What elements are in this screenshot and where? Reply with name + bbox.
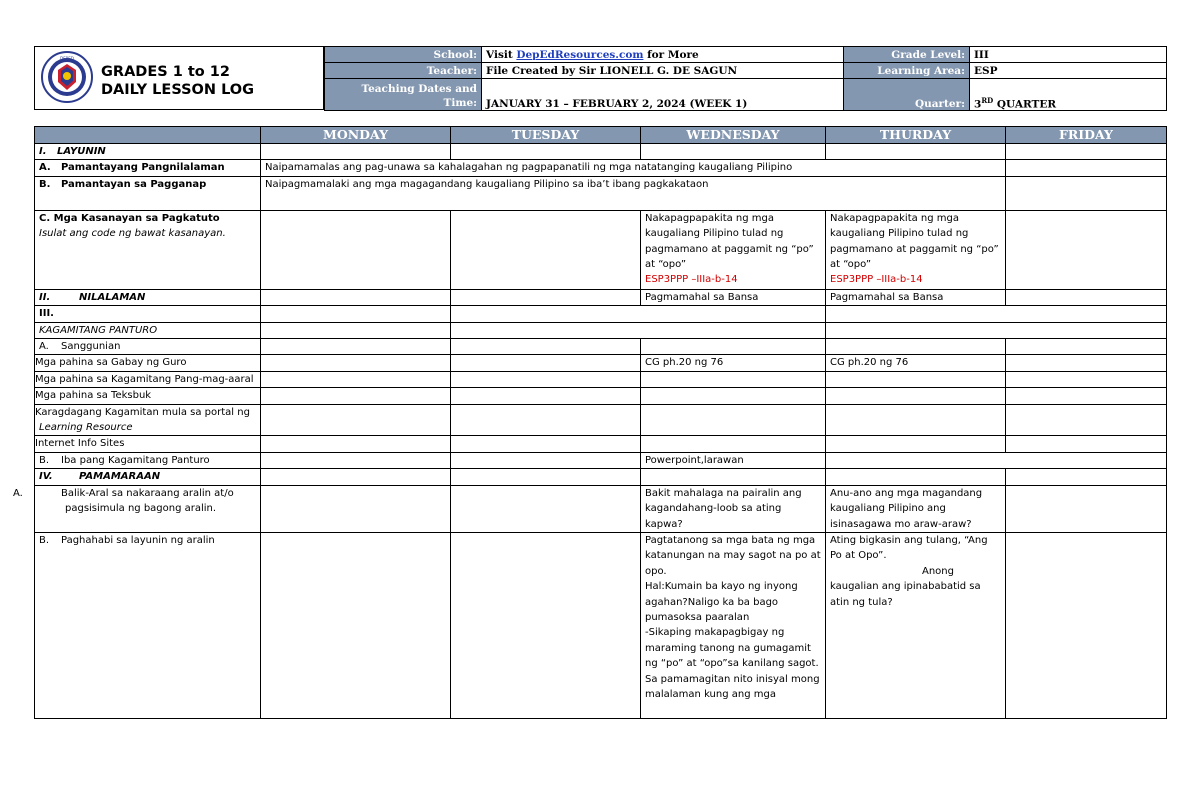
paghahabi-wed: Pagtatanong sa mga bata ng mga katanungan na may sagot na po at opo. Hal:Kumain ba kayo ng inyong agahan?Naligo ka ba bago pumasoksa paaralan -Sikaping makapagbigay ng maraming tanong na gumagamit ng “po” at “opo”sa kanilang sagot. Sa pamamagitan nito inisyal mong malalaman kung ang mga [641, 532, 826, 718]
deped-seal-icon [41, 51, 93, 103]
nilalaman-thu: Pagmamahal sa Bansa [826, 289, 1006, 305]
table-row [35, 436, 1167, 452]
school-label: School: [325, 47, 482, 63]
info-table [324, 46, 1167, 111]
table-row [35, 452, 1167, 468]
day-tuesday: TUESDAY [451, 127, 641, 144]
school-link[interactable]: DepEdResources.com [516, 48, 644, 61]
table-row [35, 306, 1167, 322]
pamantayan-pagganap-value: Naipagmamalaki ang mga magagandang kaugaliang Pilipino sa iba’t ibang pagkakataon [261, 176, 1006, 210]
sanggunian-label: A. Sanggunian [35, 339, 261, 355]
school-value: Visit DepEdResources.com for More [482, 47, 844, 63]
table-row [35, 355, 1167, 371]
day-header-row [35, 127, 1167, 144]
iba-kagamitan-label: B. Iba pang Kagamitang Panturo [35, 452, 261, 468]
pamantayang-nilalaman-label: A. Pamantayang Pangnilalaman [35, 160, 261, 176]
section-iii: III. [35, 306, 261, 322]
day-friday: FRIDAY [1006, 127, 1167, 144]
karagdagang-kagamitan-label: Karagdagang Kagamitan mula sa portal ng Learning Resource [35, 404, 261, 436]
gabay-guro-thu: CG ph.20 ng 76 [826, 355, 1006, 371]
day-monday: MONDAY [261, 127, 451, 144]
table-row [35, 289, 1167, 305]
table-row [35, 144, 1167, 160]
teacher-label: Teacher: [325, 63, 482, 79]
teacher-value: File Created by Sir LIONELL G. DE SAGUN [482, 63, 844, 79]
pamantayang-nilalaman-value: Naipamamalas ang pag-unawa sa kahalagahan ng pagpapanatili ng mga natatanging kaugaliang Pilipino [261, 160, 1006, 176]
grade-label: Grade Level: [844, 47, 970, 63]
gabay-guro-wed: CG ph.20 ng 76 [641, 355, 826, 371]
nilalaman-wed: Pagmamahal sa Bansa [641, 289, 826, 305]
kasanayan-label: C. Mga Kasanayan sa Pagkatuto Isulat ang code ng bawat kasanayan. [35, 210, 261, 289]
table-row [35, 160, 1167, 176]
balik-aral-wed: Bakit mahalaga na pairalin ang kagandahang-loob sa ating kapwa? [641, 485, 826, 532]
balik-aral-label: A. Balik-Aral sa nakaraang aralin at/o pagsisimula ng bagong aralin. [35, 485, 261, 532]
dates-label: Teaching Dates and Time: [325, 79, 482, 111]
paghahabi-thu: Ating bigkasin ang tulang, “Ang Po at Opo”. Anong kaugalian ang ipinababatid sa atin ng tula? [826, 532, 1006, 718]
table-row [35, 469, 1167, 485]
iba-kagamitan-wed: Powerpoint,larawan [641, 452, 826, 468]
teksbuk-label: Mga pahina sa Teksbuk [35, 388, 261, 404]
title-block [34, 46, 324, 110]
page-title: GRADES 1 to 12 DAILY LESSON LOG [101, 64, 255, 98]
kasanayan-wed: Nakapagpapakita ng mga kaugaliang Pilipino tulad ng pagmamano at paggamit ng “po” at “opo” ESP3PPP –IIIa-b-14 [641, 210, 826, 289]
table-row [35, 532, 1167, 718]
table-row [35, 485, 1167, 532]
table-row [35, 339, 1167, 355]
day-thursday: THURDAY [826, 127, 1006, 144]
gabay-guro-label: Mga pahina sa Gabay ng Guro [35, 355, 261, 371]
layunin-heading: I. LAYUNIN [35, 144, 261, 160]
table-row [35, 322, 1167, 338]
nilalaman-heading: II. NILALAMAN [35, 289, 261, 305]
table-row [35, 176, 1167, 210]
area-value: ESP [970, 63, 1167, 79]
balik-aral-thu: Anu-ano ang mga magandang kaugaliang Pilipino ang isinasagawa mo araw-araw? [826, 485, 1006, 532]
internet-sites-label: Internet Info Sites [35, 436, 261, 452]
paghahabi-label: B. Paghahabi sa layunin ng aralin [35, 532, 261, 718]
table-row [35, 388, 1167, 404]
corner-cell [35, 127, 261, 144]
dates-value: JANUARY 31 – FEBRUARY 2, 2024 (WEEK 1) [482, 79, 844, 111]
lesson-log-table [13, 126, 1167, 719]
pamamaraan-heading: IV. PAMAMARAAN [35, 469, 261, 485]
pamantayan-pagganap-label: B. Pamantayan sa Pagganap [35, 176, 261, 210]
svg-text:DEPED: DEPED [60, 56, 74, 61]
quarter-label: Quarter: [844, 79, 970, 111]
table-row [35, 371, 1167, 387]
kasanayan-thu: Nakapagpapakita ng mga kaugaliang Pilipino tulad ng pagmamano at paggamit ng “po” at “opo” ESP3PPP –IIIa-b-14 [826, 210, 1006, 289]
kagamitang-mag-aaral-label: Mga pahina sa Kagamitang Pang-mag-aaral [35, 371, 261, 387]
table-row [35, 404, 1167, 436]
quarter-value: 3RD QUARTER [970, 79, 1167, 111]
area-label: Learning Area: [844, 63, 970, 79]
grade-value: III [970, 47, 1167, 63]
kagamitan-heading: KAGAMITANG PANTURO [35, 322, 261, 338]
table-row [35, 210, 1167, 289]
day-wednesday: WEDNESDAY [641, 127, 826, 144]
